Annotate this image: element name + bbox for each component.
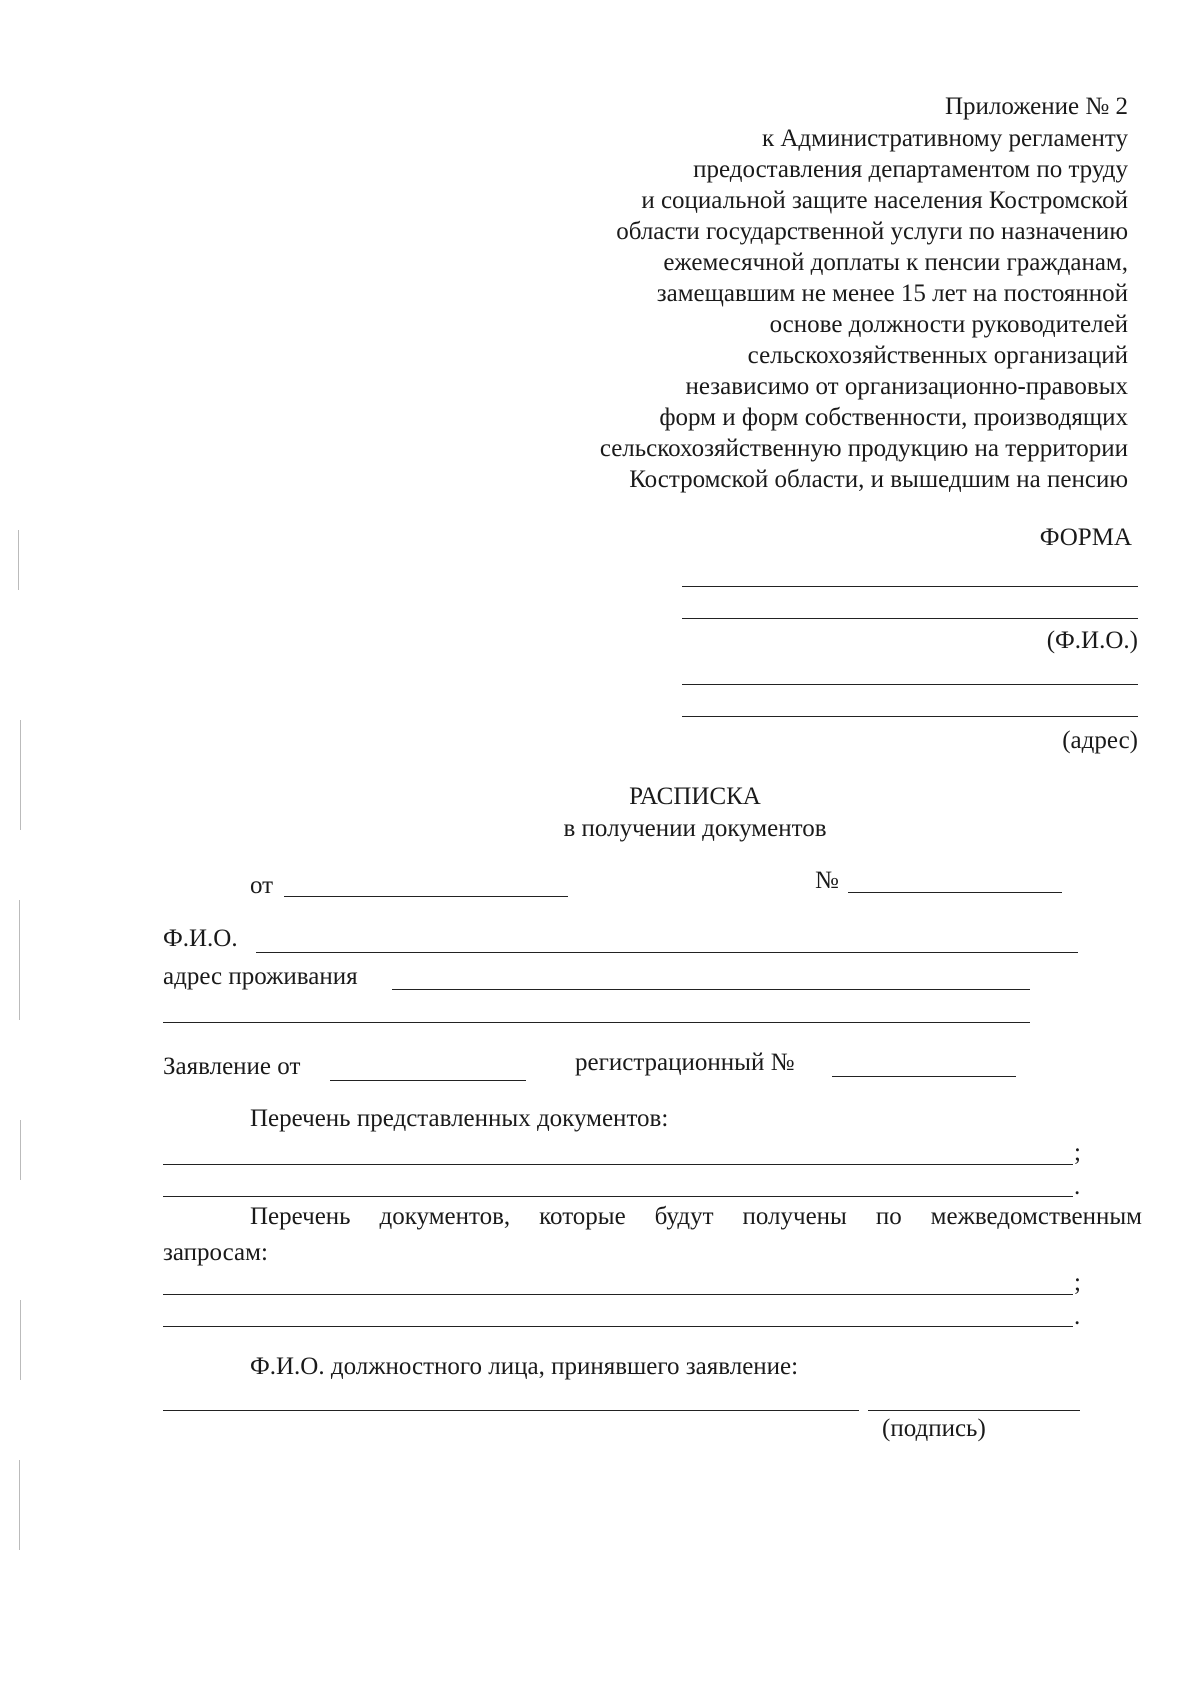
fio-label: Ф.И.О.	[163, 925, 238, 952]
registration-label: регистрационный №	[575, 1049, 795, 1076]
address-field-2[interactable]	[163, 1022, 1030, 1023]
receipt-title: РАСПИСКА	[629, 783, 761, 810]
appendix-number: Приложение № 2	[944, 93, 1128, 120]
address-line-1[interactable]	[682, 684, 1138, 685]
header-line: сельскохозяйственных организаций	[747, 342, 1128, 369]
date-label: от	[250, 872, 274, 899]
header-line: ежемесячной доплаты к пенсии гражданам,	[663, 249, 1128, 276]
scan-artifact	[19, 1460, 20, 1550]
submitted-docs-line-1[interactable]	[163, 1164, 1073, 1165]
address-label: адрес проживания	[163, 963, 358, 990]
number-field[interactable]	[848, 892, 1062, 893]
scan-artifact	[20, 720, 21, 830]
header-line: области государственной услуги по назначению	[616, 218, 1128, 245]
header-line: форм и форм собственности, производящих	[659, 404, 1128, 431]
header-line: независимо от организационно-правовых	[685, 373, 1128, 400]
header-line: замещавшим не менее 15 лет на постоянной	[656, 280, 1128, 307]
header-line: Костромской области, и вышедшим на пенсию	[629, 466, 1128, 493]
address-caption: (адрес)	[1062, 727, 1138, 754]
header-line: предоставления департаментом по труду	[693, 156, 1128, 183]
number-label: №	[815, 867, 839, 894]
header-line: сельскохозяйственную продукцию на территории	[599, 435, 1128, 462]
application-from-label: Заявление от	[163, 1053, 301, 1080]
scan-artifact	[20, 1120, 21, 1180]
header-line: основе должности руководителей	[769, 311, 1128, 338]
address-field-1[interactable]	[392, 989, 1030, 990]
signature-caption: (подпись)	[882, 1415, 986, 1442]
fio-field[interactable]	[256, 952, 1078, 953]
interagency-docs-line-1[interactable]	[163, 1294, 1073, 1295]
header-line: и социальной защите населения Костромской	[641, 187, 1128, 214]
fio-line-2[interactable]	[682, 618, 1138, 619]
scan-artifact	[18, 530, 19, 590]
line-period: .	[1074, 1173, 1081, 1200]
line-period: .	[1074, 1303, 1081, 1330]
interagency-docs-label: Перечень документов, которые будут получены по межведомственным	[250, 1203, 1142, 1230]
official-name-field[interactable]	[163, 1410, 859, 1411]
fio-caption: (Ф.И.О.)	[1046, 627, 1138, 654]
registration-number-field[interactable]	[832, 1076, 1016, 1077]
form-label: ФОРМА	[1039, 524, 1132, 551]
signature-field[interactable]	[868, 1410, 1080, 1411]
interagency-docs-line-2[interactable]	[163, 1326, 1073, 1327]
date-field[interactable]	[284, 896, 568, 897]
header-line: к Административному регламенту	[761, 125, 1128, 152]
official-label: Ф.И.О. должностного лица, принявшего заявление:	[250, 1353, 799, 1380]
line-semicolon: ;	[1074, 1139, 1081, 1166]
submitted-docs-line-2[interactable]	[163, 1196, 1073, 1197]
line-semicolon: ;	[1074, 1269, 1081, 1296]
interagency-docs-label-cont: запросам:	[163, 1239, 268, 1266]
scan-artifact	[19, 900, 20, 1020]
address-line-2[interactable]	[682, 716, 1138, 717]
scan-artifact	[20, 1300, 21, 1380]
application-date-field[interactable]	[330, 1080, 526, 1081]
receipt-subtitle: в получении документов	[563, 815, 827, 842]
submitted-docs-label: Перечень представленных документов:	[250, 1105, 669, 1132]
fio-line-1[interactable]	[682, 586, 1138, 587]
